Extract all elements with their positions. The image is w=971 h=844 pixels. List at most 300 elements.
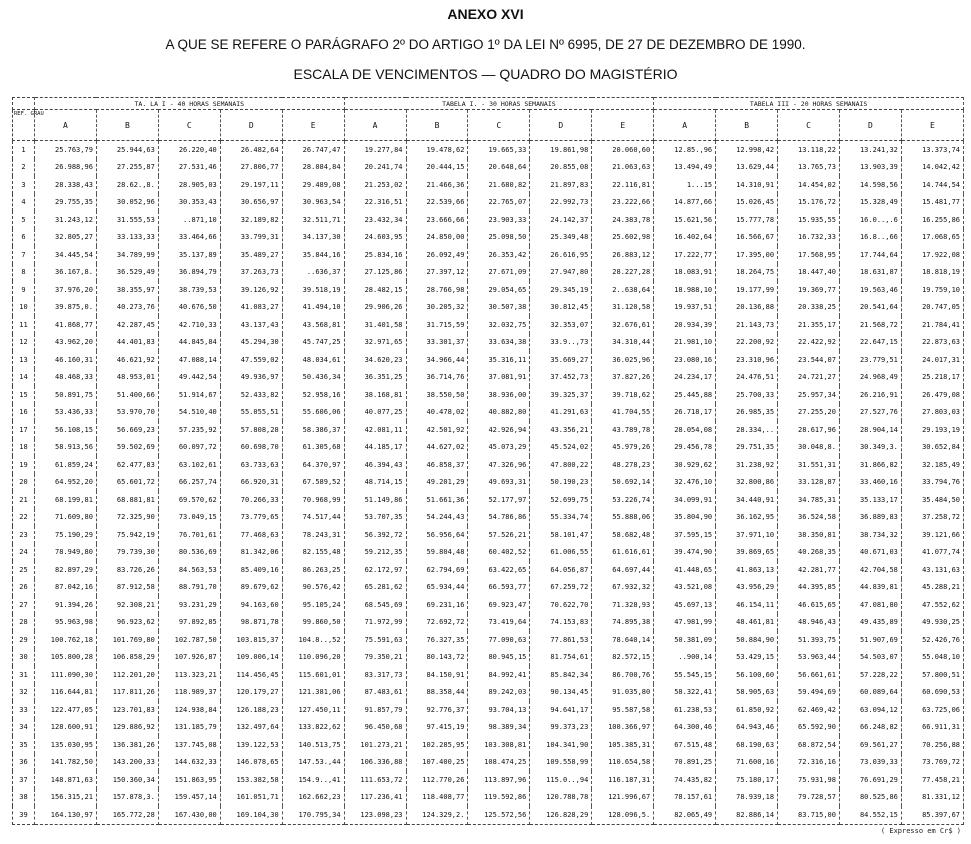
- salary-cell: 46.621,92: [96, 351, 158, 369]
- salary-cell: 95.587,58: [592, 701, 654, 719]
- salary-cell: 84.992,41: [468, 666, 530, 684]
- salary-cell: 140.513,75: [282, 736, 344, 754]
- salary-cell: 51.149,86: [344, 491, 406, 509]
- salary-cell: 52.177,97: [468, 491, 530, 509]
- salary-cell: 32.353,07: [530, 316, 592, 334]
- salary-cell: 28.766,98: [406, 281, 468, 299]
- salary-cell: 98.871,78: [220, 614, 282, 632]
- table-row: [13, 421, 964, 439]
- salary-cell: 37.595,15: [654, 526, 716, 544]
- salary-cell: 49.936,97: [220, 369, 282, 387]
- table-row: [13, 526, 964, 544]
- salary-cell: 117.811,26: [96, 684, 158, 702]
- salary-cell: 49.435,89: [839, 614, 901, 632]
- salary-cell: 51.914,67: [158, 386, 220, 404]
- salary-cell: 22.992,73: [530, 194, 592, 212]
- salary-cell: 29.345,19: [530, 281, 592, 299]
- salary-cell: 107.926,87: [158, 649, 220, 667]
- salary-cell: 34.440,91: [716, 491, 778, 509]
- salary-cell: 38.550,50: [406, 386, 468, 404]
- grade-ref-cell: 12: [13, 334, 35, 352]
- salary-cell: 137.745,08: [158, 736, 220, 754]
- salary-cell: 53.970,70: [96, 404, 158, 422]
- salary-cell: 110.654,58: [592, 754, 654, 772]
- level-header: A: [344, 110, 406, 141]
- salary-cell: 56.108,15: [35, 421, 97, 439]
- salary-cell: 72.316,16: [778, 754, 840, 772]
- grade-ref-cell: 28: [13, 614, 35, 632]
- salary-cell: 169.104,30: [220, 806, 282, 824]
- salary-cell: 29.906,26: [344, 299, 406, 317]
- salary-cell: 38.350,81: [778, 526, 840, 544]
- salary-cell: 55.055,51: [220, 404, 282, 422]
- salary-cell: 59.804,48: [406, 544, 468, 562]
- salary-cell: 42.710,33: [158, 316, 220, 334]
- grade-ref-cell: 6: [13, 229, 35, 247]
- salary-cell: 20.541,64: [839, 299, 901, 317]
- salary-cell: 97.892,85: [158, 614, 220, 632]
- salary-cell: 30.812,45: [530, 299, 592, 317]
- salary-cell: 77.090,63: [468, 631, 530, 649]
- salary-cell: 39.875,0.: [35, 299, 97, 317]
- salary-cell: 15.328,49: [839, 194, 901, 212]
- salary-cell: 43.962,20: [35, 334, 97, 352]
- salary-cell: 19.369,77: [778, 281, 840, 299]
- salary-cell: 24.476,51: [716, 369, 778, 387]
- salary-cell: 78.640,14: [592, 631, 654, 649]
- salary-cell: 82.572,15: [592, 649, 654, 667]
- salary-cell: 62.794,69: [406, 561, 468, 579]
- salary-cell: 123.701,83: [96, 701, 158, 719]
- salary-cell: 23.903,33: [468, 211, 530, 229]
- salary-cell: 48.034,61: [282, 351, 344, 369]
- salary-cell: 53.963,44: [778, 649, 840, 667]
- salary-cell: 26.479,08: [901, 386, 963, 404]
- grade-ref-cell: 34: [13, 719, 35, 737]
- salary-cell: 19.861,98: [530, 141, 592, 159]
- salary-cell: 21.143,73: [716, 316, 778, 334]
- salary-cell: 80.525,86: [839, 789, 901, 807]
- salary-cell: 53.436,33: [35, 404, 97, 422]
- salary-cell: 31.551,31: [778, 456, 840, 474]
- salary-cell: 135.030,95: [35, 736, 97, 754]
- salary-cell: 131.185,79: [158, 719, 220, 737]
- salary-cell: 25.700,33: [716, 386, 778, 404]
- table-row: [13, 491, 964, 509]
- salary-cell: 26.985,35: [716, 404, 778, 422]
- salary-cell: 76.701,61: [158, 526, 220, 544]
- salary-cell: 25.763,79: [35, 141, 97, 159]
- salary-cell: 58.913,56: [35, 439, 97, 457]
- salary-cell: 62.477,83: [96, 456, 158, 474]
- salary-cell: 14.877,66: [654, 194, 716, 212]
- salary-cell: 13.629,44: [716, 159, 778, 177]
- salary-cell: 43.521,08: [654, 579, 716, 597]
- salary-cell: 148.871,63: [35, 771, 97, 789]
- table-row: [13, 264, 964, 282]
- law-reference: A QUE SE REFERE O PARÁGRAFO 2º DO ARTIGO 1º DA LEI Nº 6995, DE 27 DE DEZEMBRO DE 1990.: [165, 37, 806, 52]
- salary-cell: 153.382,58: [220, 771, 282, 789]
- salary-cell: 90.576,42: [282, 579, 344, 597]
- salary-cell: 28.338,43: [35, 176, 97, 194]
- salary-cell: 73.419,64: [468, 614, 530, 632]
- salary-cell: 103.308,81: [468, 736, 530, 754]
- annex-title: ANEXO XVI: [447, 6, 524, 22]
- salary-cell: 50.884,90: [716, 631, 778, 649]
- salary-cell: 81.342,06: [220, 544, 282, 562]
- salary-cell: 16.732,33: [778, 229, 840, 247]
- salary-cell: 38.168,81: [344, 386, 406, 404]
- salary-cell: 170.795,34: [282, 806, 344, 824]
- salary-cell: 13.765,73: [778, 159, 840, 177]
- salary-cell: 28.905,03: [158, 176, 220, 194]
- salary-cell: 21.897,83: [530, 176, 592, 194]
- salary-cell: 51.661,36: [406, 491, 468, 509]
- table-row: [13, 211, 964, 229]
- salary-cell: 54.503,07: [839, 649, 901, 667]
- salary-cell: 27.806,77: [220, 159, 282, 177]
- salary-cell: 98.389,34: [468, 719, 530, 737]
- salary-cell: 75.180,17: [716, 771, 778, 789]
- salary-cell: 29.193,19: [901, 421, 963, 439]
- salary-cell: 20.934,39: [654, 316, 716, 334]
- salary-cell: 68.872,54: [778, 736, 840, 754]
- salary-cell: 75.591,63: [344, 631, 406, 649]
- salary-cell: 45.747,25: [282, 334, 344, 352]
- salary-cell: 46.160,31: [35, 351, 97, 369]
- salary-cell: 44.401,83: [96, 334, 158, 352]
- salary-cell: 61.859,24: [35, 456, 97, 474]
- salary-cell: 63.733,63: [220, 456, 282, 474]
- salary-cell: 157.878,3.: [96, 789, 158, 807]
- salary-cell: 45.697,13: [654, 596, 716, 614]
- salary-cell: 97.415,19: [406, 719, 468, 737]
- salary-cell: 51.393,75: [778, 631, 840, 649]
- salary-cell: 67.259,72: [530, 579, 592, 597]
- salary-cell: 27.671,09: [468, 264, 530, 282]
- salary-cell: 35.669,27: [530, 351, 592, 369]
- salary-cell: 82.886,14: [716, 806, 778, 824]
- salary-cell: 52.433,82: [220, 386, 282, 404]
- salary-cell: 41.863,13: [716, 561, 778, 579]
- salary-cell: 45.294,30: [220, 334, 282, 352]
- salary-cell: 105.385,31: [592, 736, 654, 754]
- salary-cell: 71.609,80: [35, 509, 97, 527]
- salary-cell: 21.466,36: [406, 176, 468, 194]
- salary-cell: 82.065,49: [654, 806, 716, 824]
- salary-cell: 29.489,08: [282, 176, 344, 194]
- salary-cell: 29.054,65: [468, 281, 530, 299]
- salary-cell: 49.442,54: [158, 369, 220, 387]
- salary-cell: 83.317,73: [344, 666, 406, 684]
- salary-cell: 150.360,34: [96, 771, 158, 789]
- grade-ref-cell: 25: [13, 561, 35, 579]
- salary-cell: 15.481,77: [901, 194, 963, 212]
- salary-cell: 27.397,12: [406, 264, 468, 282]
- salary-cell: 87.042,16: [35, 579, 97, 597]
- salary-cell: 46.858,37: [406, 456, 468, 474]
- salary-cell: 53.707,35: [344, 509, 406, 527]
- salary-cell: 17.395,00: [716, 246, 778, 264]
- salary-cell: 66.257,74: [158, 474, 220, 492]
- salary-cell: 79.728,57: [778, 789, 840, 807]
- salary-cell: 35.804,90: [654, 509, 716, 527]
- grade-ref-cell: 14: [13, 369, 35, 387]
- salary-cell: 26.747,47: [282, 141, 344, 159]
- grade-ref-cell: 1: [13, 141, 35, 159]
- table-row: [13, 369, 964, 387]
- salary-cell: 61.850,92: [716, 701, 778, 719]
- salary-cell: 66.911,31: [901, 719, 963, 737]
- grade-ref-cell: 9: [13, 281, 35, 299]
- table-row: [13, 246, 964, 264]
- salary-cell: 143.200,33: [96, 754, 158, 772]
- salary-cell: 80.143,72: [406, 649, 468, 667]
- salary-cell: 111.090,30: [35, 666, 97, 684]
- salary-cell: 34.785,31: [778, 491, 840, 509]
- salary-cell: 52.426,76: [901, 631, 963, 649]
- salary-cell: 78.157,61: [654, 789, 716, 807]
- salary-cell: 76.691,29: [839, 771, 901, 789]
- salary-cell: 43.956,29: [716, 579, 778, 597]
- salary-cell: 35.489,27: [220, 246, 282, 264]
- salary-cell: 65.281,62: [344, 579, 406, 597]
- salary-cell: 120.788,78: [530, 789, 592, 807]
- salary-cell: 61.305,68: [282, 439, 344, 457]
- salary-cell: 44.185,17: [344, 439, 406, 457]
- salary-cell: 37.971,10: [716, 526, 778, 544]
- salary-cell: 37.263,73: [220, 264, 282, 282]
- salary-cell: 156.315,21: [35, 789, 97, 807]
- salary-cell: 46.615,65: [778, 596, 840, 614]
- salary-cell: 52.699,75: [530, 491, 592, 509]
- salary-cell: 18.631,87: [839, 264, 901, 282]
- salary-cell: 60.402,52: [468, 544, 530, 562]
- salary-cell: 26.220,40: [158, 141, 220, 159]
- salary-cell: 91.035,80: [592, 684, 654, 702]
- salary-cell: 56.661,61: [778, 666, 840, 684]
- salary-cell: 60.097,72: [158, 439, 220, 457]
- salary-cell: 16.566,67: [716, 229, 778, 247]
- salary-cell: 77.468,63: [220, 526, 282, 544]
- salary-cell: 30.656,97: [220, 194, 282, 212]
- salary-cell: 105.800,28: [35, 649, 97, 667]
- grade-ref-cell: 5: [13, 211, 35, 229]
- salary-cell: 23.544,07: [778, 351, 840, 369]
- salary-cell: 67.589,52: [282, 474, 344, 492]
- salary-cell: 57.808,28: [220, 421, 282, 439]
- salary-cell: 17.222,77: [654, 246, 716, 264]
- salary-cell: 54.510,40: [158, 404, 220, 422]
- table-row: [13, 719, 964, 737]
- table-row: [13, 614, 964, 632]
- salary-cell: 58.101,47: [530, 526, 592, 544]
- salary-cell: 113.897,96: [468, 771, 530, 789]
- salary-cell: 28.334,..: [716, 421, 778, 439]
- table-row: [13, 439, 964, 457]
- salary-cell: 84.150,91: [406, 666, 468, 684]
- table-row: [13, 176, 964, 194]
- salary-cell: 56.669,23: [96, 421, 158, 439]
- salary-cell: 77.458,21: [901, 771, 963, 789]
- salary-cell: 81.754,61: [530, 649, 592, 667]
- salary-cell: 20.648,64: [468, 159, 530, 177]
- salary-cell: 34.966,44: [406, 351, 468, 369]
- salary-cell: 154.9..,41: [282, 771, 344, 789]
- salary-cell: 14.454,02: [778, 176, 840, 194]
- salary-cell: 61.616,61: [592, 544, 654, 562]
- salary-cell: 107.400,25: [406, 754, 468, 772]
- table-row: [13, 194, 964, 212]
- salary-cell: 31.866,82: [839, 456, 901, 474]
- salary-cell: 63.422,65: [468, 561, 530, 579]
- table-row: [13, 631, 964, 649]
- salary-cell: 39.869,65: [716, 544, 778, 562]
- salary-cell: 26.616,95: [530, 246, 592, 264]
- salary-cell: ..871,10: [158, 211, 220, 229]
- salary-cell: 35.133,17: [839, 491, 901, 509]
- level-header: B: [96, 110, 158, 141]
- salary-cell: 92.776,37: [406, 701, 468, 719]
- salary-cell: 44.845,84: [158, 334, 220, 352]
- table-row: [13, 736, 964, 754]
- level-header: B: [716, 110, 778, 141]
- salary-cell: 104.341,90: [530, 736, 592, 754]
- salary-cell: 33.460,16: [839, 474, 901, 492]
- salary-cell: 17.068,65: [901, 229, 963, 247]
- salary-cell: ..900,14: [654, 649, 716, 667]
- salary-cell: 19.937,51: [654, 299, 716, 317]
- salary-cell: 82.155,48: [282, 544, 344, 562]
- table-row: [13, 789, 964, 807]
- salary-cell: 37.976,20: [35, 281, 97, 299]
- salary-cell: 35.844,16: [282, 246, 344, 264]
- salary-cell: 101.273,21: [344, 736, 406, 754]
- level-header: C: [778, 110, 840, 141]
- salary-cell: 48.714,15: [344, 474, 406, 492]
- level-header: C: [468, 110, 530, 141]
- salary-cell: 50.891,75: [35, 386, 97, 404]
- salary-cell: 42.281,77: [778, 561, 840, 579]
- salary-cell: 22.200,92: [716, 334, 778, 352]
- salary-cell: 65.601,72: [96, 474, 158, 492]
- salary-cell: 33.128,87: [778, 474, 840, 492]
- salary-cell: 28.084,84: [282, 159, 344, 177]
- grade-ref-cell: 2: [13, 159, 35, 177]
- salary-cell: 21.253,02: [344, 176, 406, 194]
- salary-cell: 40.273,76: [96, 299, 158, 317]
- table-row: [13, 649, 964, 667]
- salary-cell: 74.153,83: [530, 614, 592, 632]
- salary-cell: 75.942,19: [96, 526, 158, 544]
- salary-cell: 24.383,78: [592, 211, 654, 229]
- salary-cell: 41.494,10: [282, 299, 344, 317]
- salary-cell: 132.497,64: [220, 719, 282, 737]
- salary-cell: 47.559,02: [220, 351, 282, 369]
- salary-cell: 80.945,15: [468, 649, 530, 667]
- salary-cell: 27.803,03: [901, 404, 963, 422]
- salary-cell: 99.860,50: [282, 614, 344, 632]
- salary-cell: 93.231,29: [158, 596, 220, 614]
- salary-cell: 118.408,77: [406, 789, 468, 807]
- salary-cell: 36.351,25: [344, 369, 406, 387]
- salary-cell: 26.482,64: [220, 141, 282, 159]
- salary-cell: 33.301,37: [406, 334, 468, 352]
- salary-cell: 28.904,14: [839, 421, 901, 439]
- salary-cell: 119.592,86: [468, 789, 530, 807]
- salary-cell: 20.747,05: [901, 299, 963, 317]
- level-header-row: [13, 110, 964, 141]
- salary-cell: 47.552,62: [901, 596, 963, 614]
- salary-cell: 70.256,88: [901, 736, 963, 754]
- salary-cell: 15.777,78: [716, 211, 778, 229]
- salary-cell: 55.334,74: [530, 509, 592, 527]
- salary-cell: 32.800,86: [716, 474, 778, 492]
- salary-cell: 83.726,26: [96, 561, 158, 579]
- salary-cell: 37.827,26: [592, 369, 654, 387]
- table-title-row: [13, 98, 964, 110]
- salary-cell: 136.381,26: [96, 736, 158, 754]
- salary-cell: 68.881,81: [96, 491, 158, 509]
- salary-cell: 73.049,15: [158, 509, 220, 527]
- salary-cell: 67.515,48: [654, 736, 716, 754]
- level-header: A: [35, 110, 97, 141]
- salary-cell: 25.957,34: [778, 386, 840, 404]
- salary-cell: 64.952,20: [35, 474, 97, 492]
- salary-cell: 25.218,17: [901, 369, 963, 387]
- salary-cell: 42.926,94: [468, 421, 530, 439]
- salary-cell: 20.241,74: [344, 159, 406, 177]
- salary-cell: 45.073,29: [468, 439, 530, 457]
- salary-cell: 34.137,30: [282, 229, 344, 247]
- salary-cell: 29.751,35: [716, 439, 778, 457]
- salary-cell: 34.789,99: [96, 246, 158, 264]
- table-row: [13, 579, 964, 597]
- salary-cell: 18.988,10: [654, 281, 716, 299]
- salary-cell: 66.593,77: [468, 579, 530, 597]
- salary-cell: 20.444,15: [406, 159, 468, 177]
- salary-cell: 161.051,71: [220, 789, 282, 807]
- salary-cell: 78.243,31: [282, 526, 344, 544]
- salary-cell: 70.266,33: [220, 491, 282, 509]
- salary-cell: 85.397,67: [901, 806, 963, 824]
- salary-cell: 43.137,43: [220, 316, 282, 334]
- salary-cell: 64.697,44: [592, 561, 654, 579]
- level-header: E: [282, 110, 344, 141]
- salary-cell: 117.236,41: [344, 789, 406, 807]
- salary-cell: 21.568,72: [839, 316, 901, 334]
- salary-cell: 48.946,43: [778, 614, 840, 632]
- table-row: [13, 754, 964, 772]
- salary-cell: 32.676,61: [592, 316, 654, 334]
- salary-cell: 96.450,68: [344, 719, 406, 737]
- salary-cell: 55.545,15: [654, 666, 716, 684]
- currency-note: ( Expresso em Cr$ ): [880, 827, 961, 835]
- salary-cell: 13.373,74: [901, 141, 963, 159]
- salary-cell: 24.017,31: [901, 351, 963, 369]
- grade-ref-cell: 20: [13, 474, 35, 492]
- salary-cell: 100.366,97: [592, 719, 654, 737]
- salary-cell: 43.789,78: [592, 421, 654, 439]
- table-row: [13, 351, 964, 369]
- salary-cell: 47.800,22: [530, 456, 592, 474]
- table-row: [13, 141, 964, 159]
- table-row: [13, 561, 964, 579]
- salary-cell: 32.032,75: [468, 316, 530, 334]
- salary-cell: 33.794,76: [901, 474, 963, 492]
- salary-cell: 49.930,25: [901, 614, 963, 632]
- grade-ref-cell: 29: [13, 631, 35, 649]
